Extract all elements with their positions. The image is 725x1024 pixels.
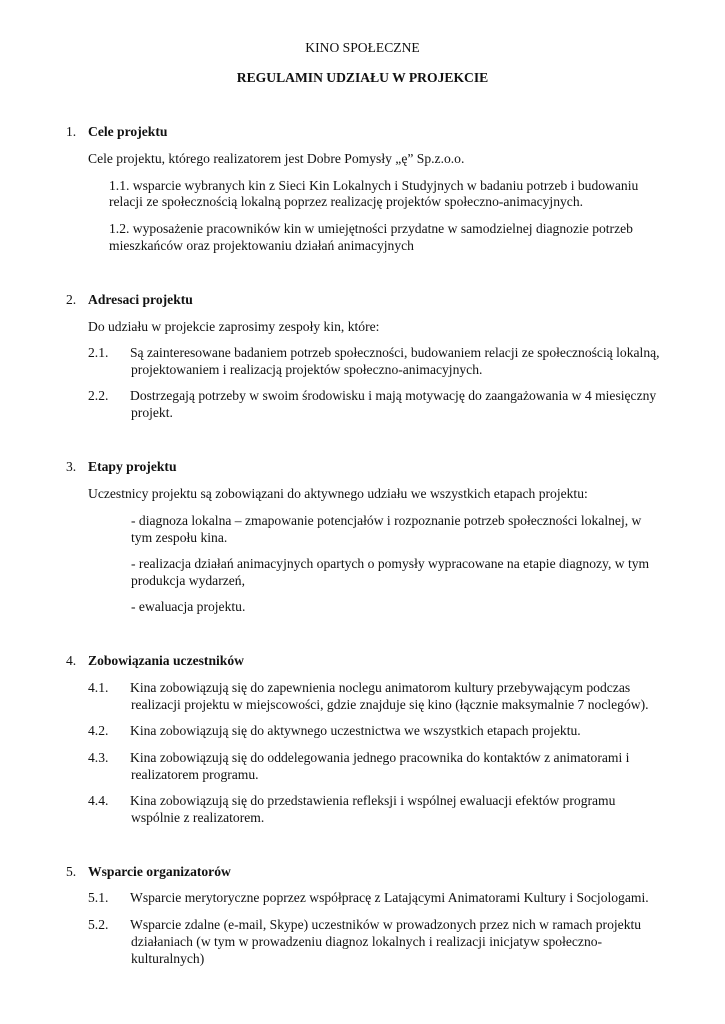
section-number: 3.	[66, 459, 77, 474]
list-item-line: Kina zobowiązują się do aktywnego uczestnictwa we wszystkich etapach projektu.	[130, 723, 581, 738]
section-heading: Etapy projektu	[88, 459, 177, 474]
section-number: 2.	[66, 292, 77, 307]
document-title: KINO SPOŁECZNE	[305, 40, 420, 55]
list-item-line: kulturalnych)	[131, 951, 205, 966]
list-item-line: Wsparcie merytoryczne poprzez współpracę z Latającymi Animatorami Kultury i Socjologami.	[130, 890, 649, 905]
list-item-line: Dostrzegają potrzeby w swoim środowisku i mają motywację do zaangażowania w 4 miesięczny	[130, 388, 657, 403]
list-item-number: 4.2.	[88, 723, 109, 738]
list-item-line: Kina zobowiązują się do zapewnienia noclegu animatorom kultury przebywającym podczas	[130, 680, 631, 695]
list-item-number: 5.2.	[88, 917, 109, 932]
list-item-number: 4.1.	[88, 680, 109, 695]
list-item-line: 1.1. wsparcie wybranych kin z Sieci Kin Lokalnych i Studyjnych w badaniu potrzeb i budowaniu	[109, 178, 639, 193]
section-heading: Adresaci projektu	[88, 292, 193, 307]
section-number: 4.	[66, 653, 77, 668]
list-item-number: 2.2.	[88, 388, 109, 403]
list-item-line: - realizacja działań animacyjnych opartych o pomysły wypracowane na etapie diagnozy, w tym	[131, 556, 650, 571]
section-heading: Zobowiązania uczestników	[88, 653, 244, 668]
list-item-number: 2.1.	[88, 345, 109, 360]
list-item-line: - diagnoza lokalna – zmapowanie potencjałów i rozpoznanie potrzeb społeczności lokalnej, w	[131, 513, 642, 528]
list-item-line: 1.2. wyposażenie pracowników kin w umiejętności przydatne w samodzielnej diagnozie potrzeb	[109, 221, 633, 236]
section-number: 5.	[66, 864, 77, 879]
list-item-line: Są zainteresowane badaniem potrzeb społeczności, budowaniem relacji ze społecznością lokalną,	[130, 345, 660, 360]
list-item-number: 4.3.	[88, 750, 109, 765]
list-item-line: mieszkańców oraz projektowaniu działań animacyjnych	[109, 238, 414, 253]
list-item-line: projektowaniem i realizacją projektów społeczno-animacyjnych.	[131, 362, 483, 377]
list-item-line: relacji ze społecznością lokalną poprzez realizację projektów społeczno-animacyjnych.	[109, 194, 584, 209]
section-heading: Wsparcie organizatorów	[88, 864, 231, 879]
list-item-line: Kina zobowiązują się do przedstawienia refleksji i wspólnej ewaluacji efektów programu	[130, 793, 616, 808]
section-intro: Cele projektu, którego realizatorem jest Dobre Pomysły „ę” Sp.z.o.o.	[88, 151, 465, 166]
list-item-number: 4.4.	[88, 793, 109, 808]
list-item-number: 5.1.	[88, 890, 109, 905]
list-item-line: realizatorem programu.	[131, 767, 259, 782]
section-heading: Cele projektu	[88, 124, 168, 139]
list-item-line: produkcja wydarzeń,	[131, 573, 245, 588]
list-item-line: wspólnie z realizatorem.	[131, 810, 265, 825]
section-number: 1.	[66, 124, 77, 139]
list-item-line: realizacji projektu w miejscowości, gdzie znajduje się kino (łącznie maksymalnie 7 noclegów).	[131, 697, 649, 712]
list-item-line: Wsparcie zdalne (e-mail, Skype) uczestników w prowadzonych przez nich w ramach projektu	[130, 917, 642, 932]
section-intro: Uczestnicy projektu są zobowiązani do aktywnego udziału we wszystkich etapach projektu:	[88, 486, 588, 501]
list-item-line: tym zespołu kina.	[131, 530, 228, 545]
list-item-line: Kina zobowiązują się do oddelegowania jednego pracownika do kontaktów z animatorami i	[130, 750, 630, 765]
list-item-line: projekt.	[131, 405, 173, 420]
list-item-line: - ewaluacja projektu.	[131, 599, 246, 614]
list-item-line: działaniach (w tym w prowadzeniu diagnoz lokalnych i realizacji inicjatyw społeczno-	[131, 934, 603, 949]
section-intro: Do udziału w projekcie zaprosimy zespoły kin, które:	[88, 319, 380, 334]
document-subtitle: REGULAMIN UDZIAŁU W PROJEKCIE	[236, 70, 489, 85]
